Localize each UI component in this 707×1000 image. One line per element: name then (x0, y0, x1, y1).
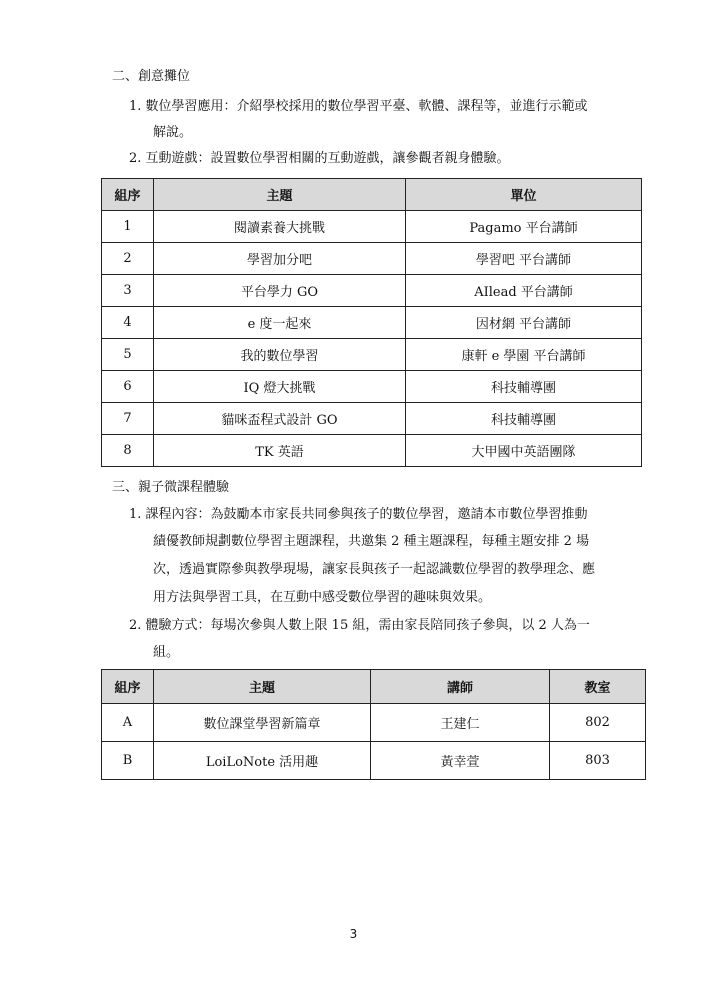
table-cell: AIlead 平台講師 (406, 275, 642, 307)
table-cell: 康軒 e 學園 平台講師 (406, 339, 642, 371)
header-cell: 主題 (154, 670, 371, 704)
table-cell: 8 (102, 435, 154, 467)
table-row (102, 339, 642, 371)
table-cell: 因材網 平台講師 (406, 307, 642, 339)
table-cell: 2 (102, 243, 154, 275)
table-cell: 黃幸萱 (371, 742, 550, 780)
header-cell: 主題 (154, 179, 406, 211)
section3-item1-line4: 用方法與學習工具，在互動中感受數位學習的趣味與效果。 (153, 590, 492, 605)
table-cell: 7 (102, 403, 154, 435)
table-row (102, 211, 642, 243)
section3-item1-line1: 1. 課程內容：為鼓勵本市家長共同參與孩子的數位學習，邀請本市數位學習推動 (129, 507, 588, 522)
table-row (102, 403, 642, 435)
table-cell: 大甲國中英語團隊 (406, 435, 642, 467)
header-cell: 單位 (406, 179, 642, 211)
section3-item2-line1: 2. 體驗方式：每場次參與人數上限 15 組，需由家長陪同孩子參與，以 2 人為一 (129, 618, 590, 633)
section2-heading: 二、創意攤位 (112, 69, 191, 84)
table-cell: 1 (102, 211, 154, 243)
table-cell: 平台學力 GO (154, 275, 406, 307)
section2-item1-line2: 解說。 (153, 125, 193, 140)
header-cell: 教室 (550, 670, 646, 704)
table-cell: 閱讀素養大挑戰 (154, 211, 406, 243)
table-row (102, 371, 642, 403)
table-cell: A (102, 704, 154, 742)
table-cell: 科技輔導團 (406, 371, 642, 403)
table-cell: e 度一起來 (154, 307, 406, 339)
table-cell: 貓咪盃程式設計 GO (154, 403, 406, 435)
table-row (102, 275, 642, 307)
table-cell: Pagamo 平台講師 (406, 211, 642, 243)
booth-table (101, 178, 642, 467)
table-cell: 王建仁 (371, 704, 550, 742)
table-cell: 4 (102, 307, 154, 339)
table-cell: 學習加分吧 (154, 243, 406, 275)
table-cell: B (102, 742, 154, 780)
table-row (102, 307, 642, 339)
table-row (102, 435, 642, 467)
section3-heading: 三、親子微課程體驗 (112, 480, 230, 495)
course-table (101, 669, 646, 780)
header-cell: 組序 (102, 670, 154, 704)
section3-item1-line3: 次，透過實際參與教學現場，讓家長與孩子一起認識數位學習的教學理念、應 (153, 562, 596, 577)
table-row (102, 704, 646, 742)
table-cell: 6 (102, 371, 154, 403)
table-cell: 803 (550, 742, 646, 780)
table-cell: 學習吧 平台講師 (406, 243, 642, 275)
page-number: 3 (349, 927, 358, 941)
table-cell: TK 英語 (154, 435, 406, 467)
table-row (102, 243, 642, 275)
table-cell: LoiLoNote 活用趣 (154, 742, 371, 780)
table-cell: 3 (102, 275, 154, 307)
table-cell: 5 (102, 339, 154, 371)
header-cell: 組序 (102, 179, 154, 211)
table-cell: IQ 燈大挑戰 (154, 371, 406, 403)
table-row (102, 742, 646, 780)
table-cell: 我的數位學習 (154, 339, 406, 371)
section3-item1-line2: 績優教師規劃數位學習主題課程，共邀集 2 種主題課程，每種主題安排 2 場 (153, 534, 590, 549)
table-cell: 科技輔導團 (406, 403, 642, 435)
table-cell: 802 (550, 704, 646, 742)
table-header-row (102, 179, 642, 211)
header-cell: 講師 (371, 670, 550, 704)
table-header-row (102, 670, 646, 704)
section2-item1-line1: 1. 數位學習應用：介紹學校採用的數位學習平臺、軟體、課程等，並進行示範或 (129, 99, 588, 114)
table-cell: 數位課堂學習新篇章 (154, 704, 371, 742)
section3-item2-line2: 組。 (153, 645, 180, 660)
section2-item2: 2. 互動遊戲：設置數位學習相關的互動遊戲，讓參觀者親身體驗。 (129, 151, 510, 166)
